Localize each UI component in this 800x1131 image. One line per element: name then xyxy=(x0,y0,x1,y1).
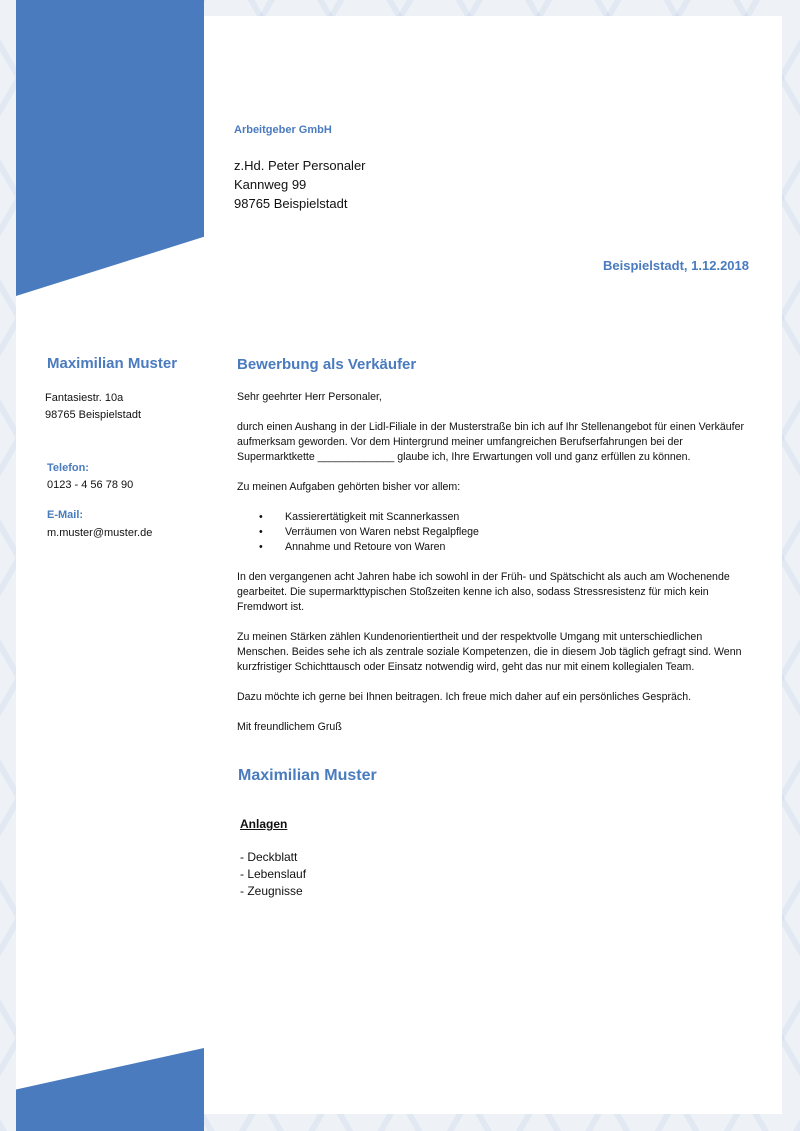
phone-value: 0123 - 4 56 78 90 xyxy=(47,479,134,491)
recipient-contact-line: z.Hd. Peter Personaler xyxy=(234,158,366,173)
bullet-icon: • xyxy=(259,526,263,538)
recipient-street-line: Kannweg 99 xyxy=(234,177,307,192)
bullet-icon: • xyxy=(259,541,263,553)
phone-label: Telefon: xyxy=(47,462,89,474)
intro-paragraph: durch einen Aushang in der Lidl-Filiale in der Musterstraße bin ich auf Ihr Stellenangebot für einen Verkäufer aufmerksam geworden. Vor dem Hintergrund meiner umfangreichen Berufserfahrungen bei der Supermarktkette _____________ glaube ich, Ihre Erwartungen voll und ganz erfüllen zu können. xyxy=(237,421,745,463)
recipient-address xyxy=(234,156,366,213)
task-text: Verräumen von Waren nebst Regalpflege xyxy=(285,526,479,538)
sender-city: 98765 Beispielstadt xyxy=(45,409,142,421)
task-item xyxy=(237,540,752,555)
recipient-company: Arbeitgeber GmbH xyxy=(234,124,332,136)
task-text: Kassierertätigkeit mit Scannerkassen xyxy=(285,511,460,523)
strengths-paragraph: Zu meinen Stärken zählen Kundenorientiertheit und der respektvolle Umgang mit unterschiedlichen Menschen. Beides sehe ich als zentrale soziale Kompetenzen, die in diesem Job täglich gefragt sind. Wenn kurzfristiger Schichttausch oder Einsatz notwendig wird, geht das nur mit einem kollegialen Team. xyxy=(237,631,742,673)
recipient-city-line: 98765 Beispielstadt xyxy=(234,196,348,211)
request-paragraph: Dazu möchte ich gerne bei Ihnen beitragen. Ich freue mich daher auf ein persönliches Gespräch. xyxy=(237,691,692,703)
letter-subject: Bewerbung als Verkäufer xyxy=(237,356,417,373)
task-item xyxy=(237,525,752,540)
attachment-item: - Lebenslauf xyxy=(240,867,307,881)
sender-name: Maximilian Muster xyxy=(47,355,178,372)
tasks-intro: Zu meinen Aufgaben gehörten bisher vor allem: xyxy=(237,481,461,493)
bullet-icon: • xyxy=(259,511,263,523)
sender-address xyxy=(45,390,141,424)
attachments-title: Anlagen xyxy=(240,817,288,831)
email-value: m.muster@muster.de xyxy=(47,527,153,539)
task-item xyxy=(237,510,752,525)
experience-paragraph: In den vergangenen acht Jahren habe ich sowohl in der Früh- und Spätschicht als auch am Wochenende gearbeitet. Die supermarkttypischen Stoßzeiten kenne ich also, sodass Stressresistenz für mich kein Fremdwort ist. xyxy=(237,571,730,613)
attachment-item: - Zeugnisse xyxy=(240,884,303,898)
salutation: Sehr geehrter Herr Personaler, xyxy=(237,391,382,403)
signature-name: Maximilian Muster xyxy=(238,767,377,784)
email-label: E-Mail: xyxy=(47,509,84,521)
sender-street: Fantasiestr. 10a xyxy=(45,392,124,404)
task-text: Annahme und Retoure von Waren xyxy=(285,541,446,553)
attachments-list xyxy=(240,849,306,900)
letter-body xyxy=(237,390,752,750)
attachment-item: - Deckblatt xyxy=(240,850,298,864)
task-list xyxy=(237,510,752,555)
letter-date: Beispielstadt, 1.12.2018 xyxy=(603,258,749,273)
closing: Mit freundlichem Gruß xyxy=(237,721,342,733)
